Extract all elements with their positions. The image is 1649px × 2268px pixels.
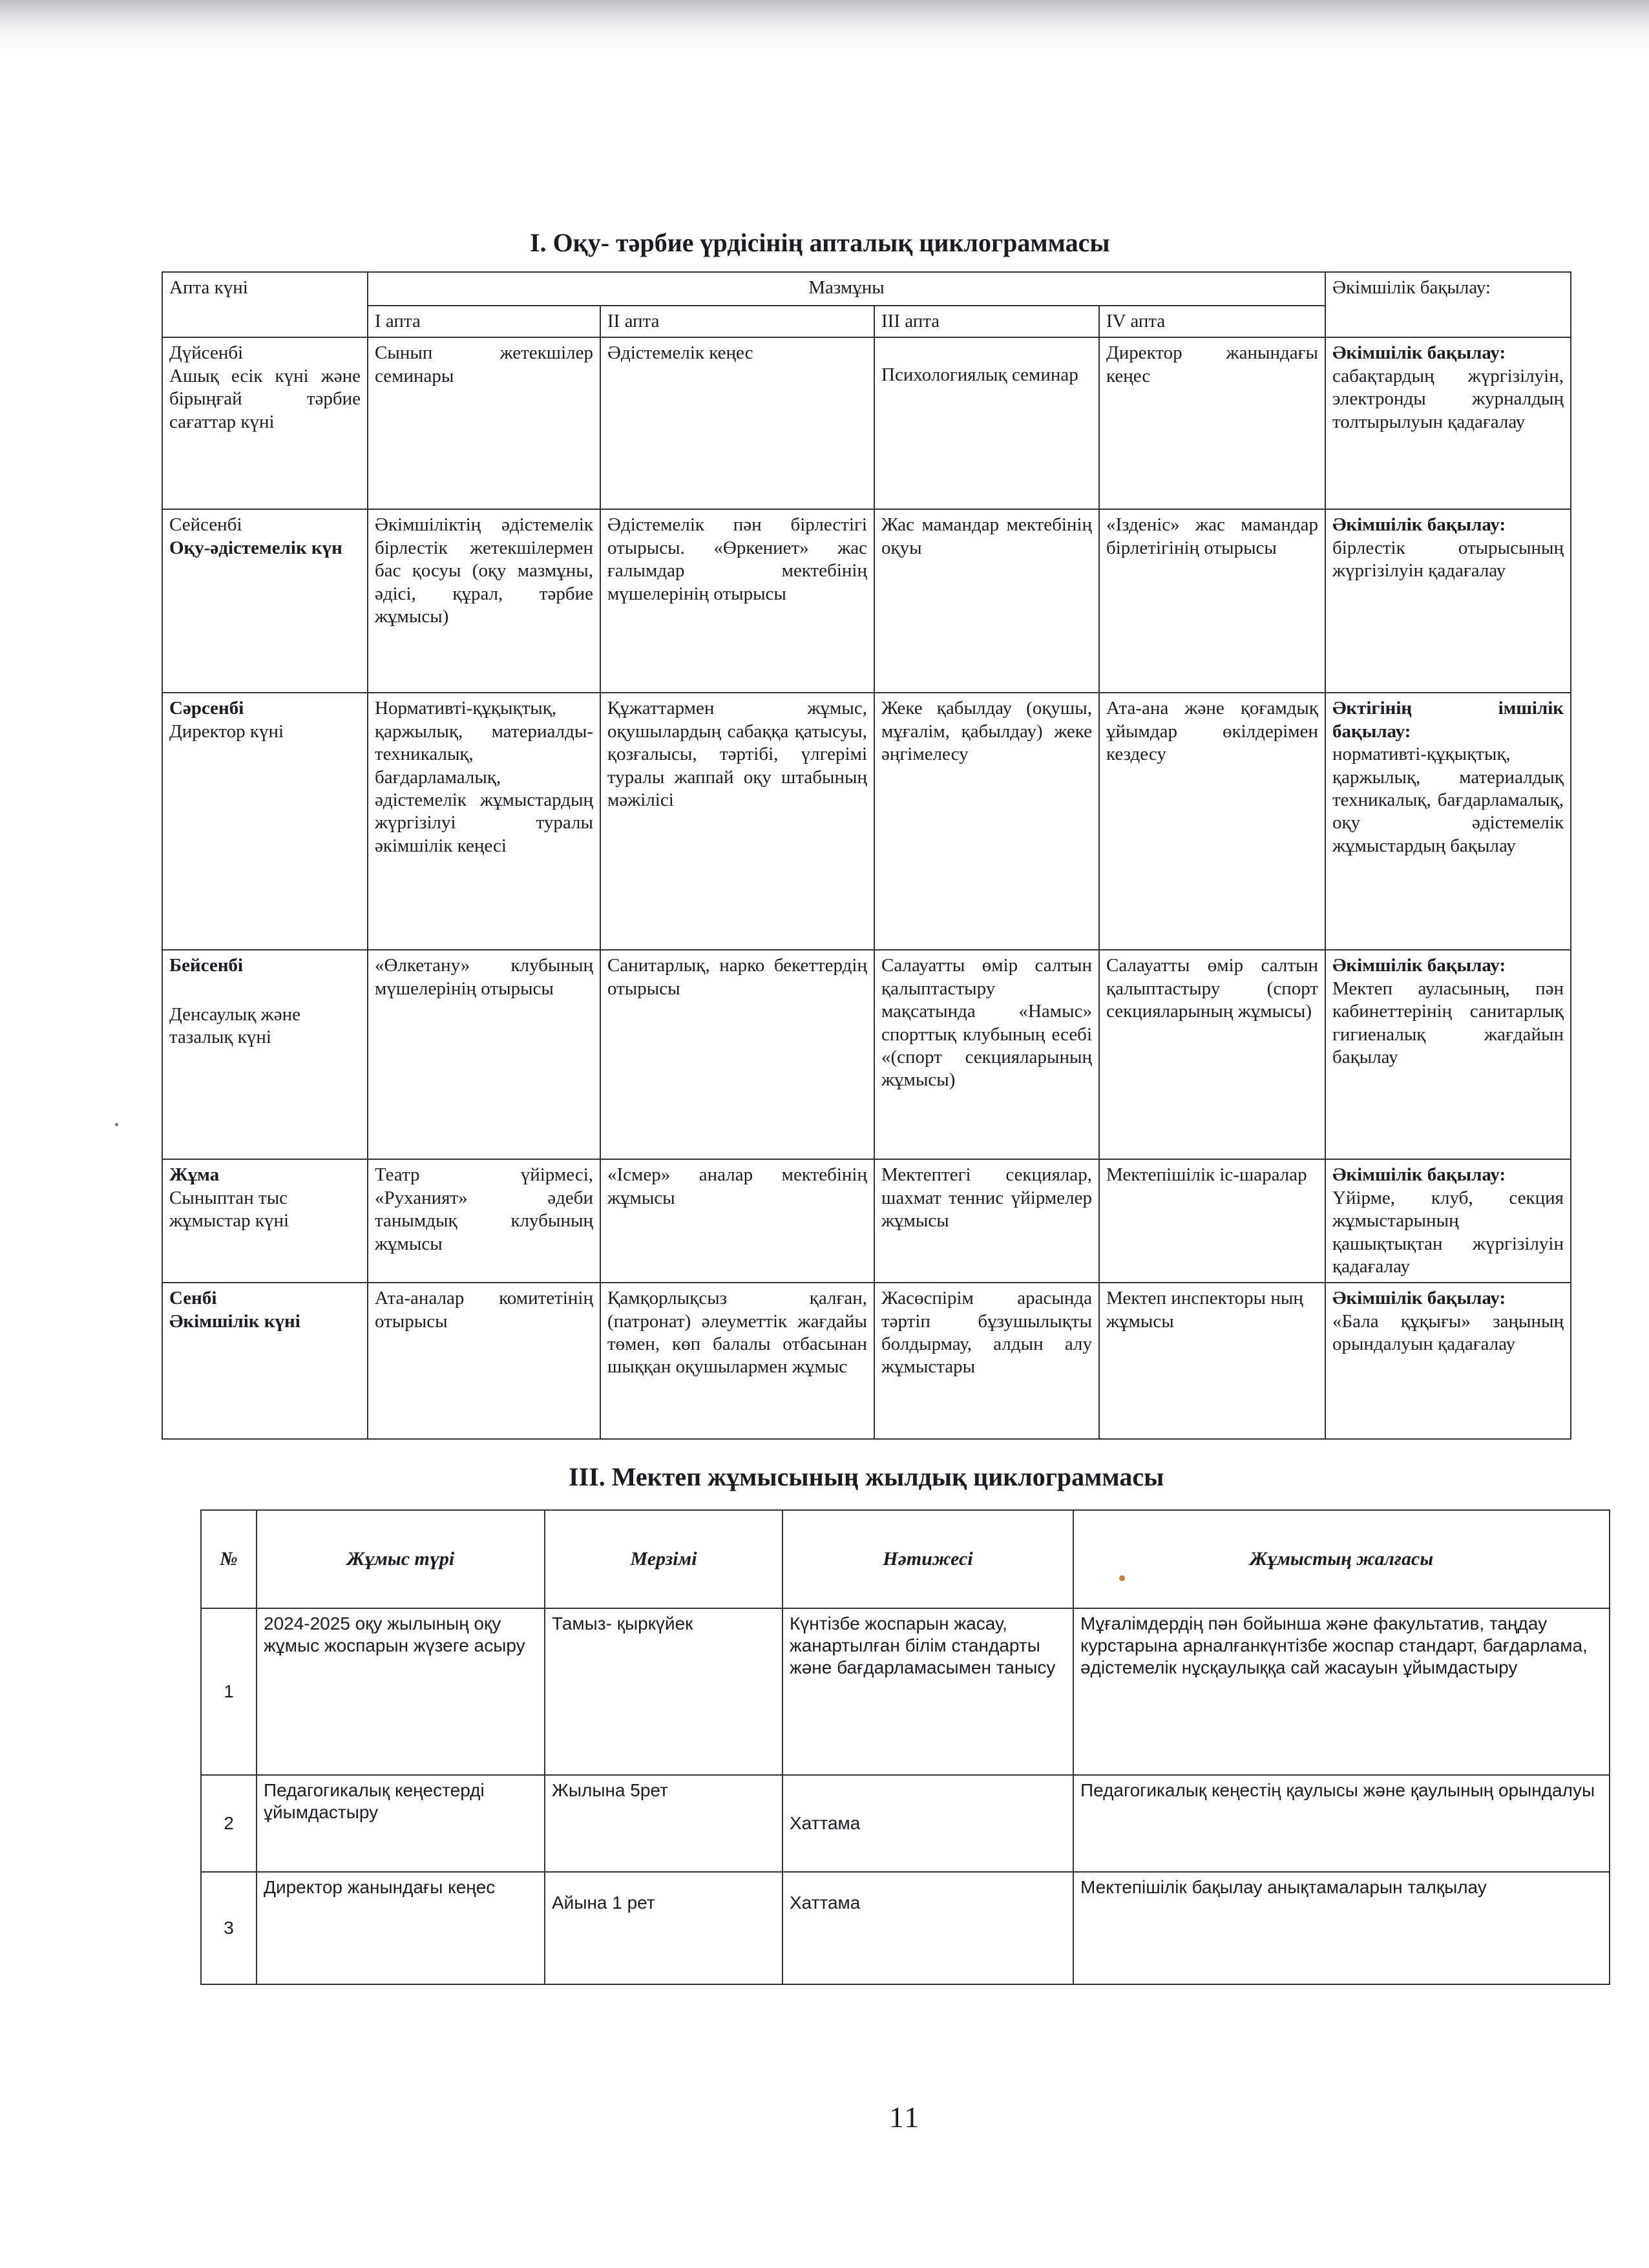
row-number: 1 [201,1608,257,1775]
control-cell [1325,1283,1571,1439]
term-cell: Тамыз- қыркүйек [545,1608,782,1775]
result-cell: Күнтізбе жоспарын жасау, жанартылған білім стандарты және бағдарламасымен танысу [782,1608,1073,1775]
week-4-header: IV апта [1099,306,1325,337]
control-cell [1325,1159,1571,1283]
annual-cyclogram-table [200,1509,1610,1985]
week-4-cell: Мектеп инспекторы ның жұмысы [1099,1283,1325,1439]
day-cell [162,950,368,1159]
week-1-cell: Сынып жетекшілер семинары [368,337,600,509]
control-text: нормативті-құқықтық, қаржылық, материалдық техникалық, бағдарламалық, оқу әдістемелік жұмыстардың бақылау [1332,744,1564,856]
work-type-header: Жұмыс түрі [257,1510,545,1608]
week-2-cell: Санитарлық, нарко бекеттердің отырысы [600,950,874,1159]
day-description: Сыныптан тыс жұмыстар күні [169,1187,289,1232]
day-description: Оқу-әдістемелік күн [169,537,342,558]
week-2-cell: Қамқорлықсыз қалған, (патронат) әлеуметтік жағдайы төмен, көп балалы отбасынан шыққан оқушылармен жұмыс [600,1283,874,1439]
control-title: Әкімшілік бақылау: [1332,1288,1506,1309]
week-4-cell: Мектепішілік іс-шаралар [1099,1159,1325,1283]
week-3-cell: Жеке қабылдау (оқушы, мұғалім, қабылдау) жеке әңгімелесу [874,693,1099,950]
control-title: Әкімшілік бақылау: [1332,514,1506,536]
table-row [201,1872,1610,1984]
continuation-header: Жұмыстың жалғасы [1073,1510,1610,1608]
week-1-header: I апта [368,306,600,337]
content-header: Мазмұны [368,272,1325,306]
day-name: Дүйсенбі [169,342,244,364]
header-row [201,1510,1610,1608]
week-2-cell: «Ісмер» аналар мектебінің жұмысы [600,1159,874,1283]
week-2-cell: Құжаттармен жұмыс, оқушылардың сабаққа қатысуы, қозғалысы, тәртібі, үлгерімі туралы жаппай оқу штабының мәжілісі [600,693,874,950]
week-3-cell: Салауатты өмір салтын қалыптастыру мақсатында «Намыс» спорттық клубының есебі «(спорт секцияларының жұмысы) [874,950,1099,1159]
control-text: бірлестік отырысының жүргізілуін қадағалау [1332,537,1564,582]
day-name: Бейсенбі [169,955,244,976]
week-4-cell: Салауатты өмір салтын қалыптастыру (спорт секцияларының жұмысы) [1099,950,1325,1159]
control-cell [1325,693,1571,950]
weekly-cyclogram-table [162,271,1571,1440]
ink-mark [1119,1575,1125,1581]
table-row [201,1775,1610,1872]
control-title: Әкімшілік бақылау: [1332,1164,1506,1186]
day-cell [162,1159,368,1283]
day-header: Апта күні [162,272,368,337]
control-header: Әкімшілік бақылау: [1325,272,1571,337]
control-title: Әктігінің імшілік бақылау: [1332,698,1564,742]
week-1-cell: Ата-аналар комитетінің отырысы [368,1283,600,1439]
header-row [162,272,1571,306]
page-number: 11 [889,2101,921,2134]
control-title: Әкімшілік бақылау: [1332,955,1506,976]
continuation-cell: Педагогикалық кеңестің қаулысы және қаулының орындалуы [1073,1775,1610,1872]
result-cell: Хаттама [782,1872,1073,1984]
week-3-cell: Жас мамандар мектебінің оқуы [874,509,1099,693]
day-cell [162,693,368,950]
number-header: № [201,1510,257,1608]
week-4-cell: «Ізденіс» жас мамандар бірлетігінің отырысы [1099,509,1325,693]
scan-speck [115,1123,118,1126]
scan-edge [0,0,1649,52]
week-1-cell: Театр үйірмесі, «Руханият» әдеби танымдық клубының жұмысы [368,1159,600,1283]
term-header: Мерзімі [545,1510,782,1608]
day-cell [162,509,368,693]
day-description: Ашық есік күні және бірыңғай тәрбие сағаттар күні [169,365,361,432]
result-header: Нәтижесі [782,1510,1073,1608]
control-text: «Бала құқығы» заңының орындалуын қадағалау [1332,1310,1564,1354]
week-2-cell: Әдістемелік пән бірлестігі отырысы. «Өркениет» жас ғалымдар мектебінің мүшелерінің отырысы [600,509,874,693]
weekly-cyclogram-title: I. Оқу- тәрбие үрдісінің апталық циклограммасы [530,228,1110,257]
day-name: Сейсенбі [169,514,242,536]
week-3-cell: Мектептегі секциялар, шахмат теннис үйірмелер жұмысы [874,1159,1099,1283]
week-4-cell: Директор жанындағы кеңес [1099,337,1325,509]
control-text: Мектеп ауласының, пән кабинеттерінің санитарлық гигиеналық жағдайын бақылау [1332,978,1564,1067]
day-description: Денсаулық және тазалық күні [169,1003,300,1048]
week-3-cell: Жасөспірім арасында тәртіп бұзушылықты болдырмау, алдын алу жұмыстары [874,1283,1099,1439]
control-text: Үйірме, клуб, секция жұмыстарының қашықтықтан жүргізілуін қадағалау [1332,1187,1564,1277]
work-type-cell: Педагогикалық кеңестерді ұйымдастыру [257,1775,545,1872]
week-2-header: II апта [600,306,874,337]
work-type-cell: Директор жанындағы кеңес [257,1872,545,1984]
control-cell [1325,509,1571,693]
control-text: сабақтардың жүргізілуін, электронды журналдың толтырылуын қадағалау [1332,365,1564,432]
control-cell [1325,950,1571,1159]
row-number: 2 [201,1775,257,1872]
continuation-cell: Мектепішілік бақылау анықтамаларын талқылау [1073,1872,1610,1984]
day-name: Жұма [169,1164,220,1186]
day-description: Әкімшілік күні [169,1310,300,1332]
day-name: Сенбі [169,1288,217,1309]
week-1-cell: Әкімшіліктің әдістемелік бірлестік жетекшілермен бас қосуы (оқу мазмұны, әдісі, құрал, тәрбие жұмысы) [368,509,600,693]
table-row [201,1608,1610,1775]
week-2-cell: Әдістемелік кеңес [600,337,874,509]
continuation-cell: Мұғалімдердің пән бойынша және факультатив, таңдау курстарына арналғанкүнтізбе жоспар стандарт, бағдарлама, әдістемелік нұсқаулыққа сай жасауын ұйымдастыру [1073,1608,1610,1775]
row-number: 3 [201,1872,257,1984]
control-title: Әкімшілік бақылау: [1332,342,1506,364]
table-row [162,1159,1571,1283]
day-cell [162,337,368,509]
day-name: Сәрсенбі [169,698,244,719]
table-row [162,509,1571,693]
result-cell: Хаттама [782,1775,1073,1872]
day-description: Директор күні [169,720,284,742]
table-row [162,1283,1571,1439]
table-row [162,950,1571,1159]
term-cell: Жылына 5рет [545,1775,782,1872]
week-3-cell: Психологиялық семинар [874,337,1099,509]
table-row [162,337,1571,509]
week-1-cell: Нормативті-құқықтық, қаржылық, материалды-техникалық, бағдарламалық, әдістемелік жұмыстардың жүргізілуі туралы әкімшілік кеңесі [368,693,600,950]
week-4-cell: Ата-ана және қоғамдық ұйымдар өкілдерімен кездесу [1099,693,1325,950]
term-cell: Айына 1 рет [545,1872,782,1984]
week-1-cell: «Өлкетану» клубының мүшелерінің отырысы [368,950,600,1159]
week-3-header: III апта [874,306,1099,337]
control-cell [1325,337,1571,509]
table-row [162,693,1571,950]
day-cell [162,1283,368,1439]
work-type-cell: 2024-2025 оқу жылының оқу жұмыс жоспарын жүзеге асыру [257,1608,545,1775]
annual-cyclogram-title: III. Мектеп жұмысының жылдық циклограммасы [569,1462,1164,1491]
